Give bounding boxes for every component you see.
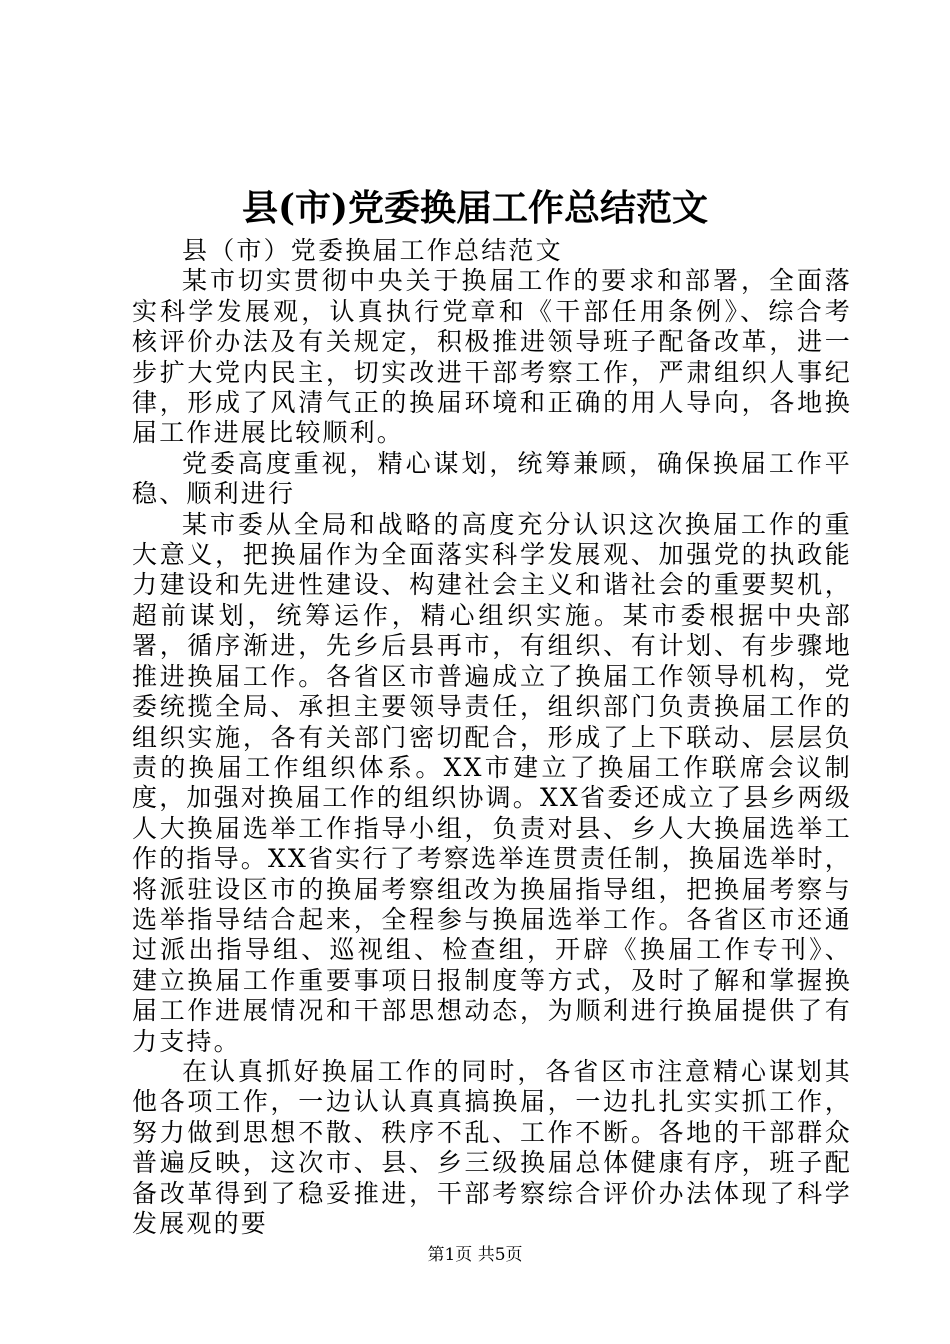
paragraph-subtitle: 县（市）党委换届工作总结范文 (182, 236, 563, 265)
document-body (132, 236, 852, 1239)
paragraph-intro: 某市切实贯彻中央关于换届工作的要求和部署，全面落实科学发展观，认真执行党章和《干部任用条例》、综合考核评价办法及有关规定，积极推进领导班子配备改革，进一步扩大党内民主，切实改进干部考察工作，严肃组织人事纪律，形成了风清气正的换届环境和正确的用人导向，各地换届工作进展比较顺利。 (132, 266, 852, 448)
document-title: 县(市)党委换届工作总结范文 (241, 187, 709, 229)
paragraph-body: 在认真抓好换届工作的同时，各省区市注意精心谋划其他各项工作，一边认认真真搞换届，一边扎扎实实抓工作，努力做到思想不散、秩序不乱、工作不断。各地的干部群众普遍反映，这次市、县、乡三级换届总体健康有序，班子配备改革得到了稳妥推进，干部考察综合评价办法体现了科学发展观的要 (132, 1056, 852, 1238)
paragraph-body: 某市委从全局和战略的高度充分认识这次换届工作的重大意义，把换届作为全面落实科学发展观、加强党的执政能力建设和先进性建设、构建社会主义和谐社会的重要契机，超前谋划，统筹运作，精心组织实施。某市委根据中央部署，循序渐进，先乡后县再市，有组织、有计划、有步骤地推进换届工作。各省区市普遍成立了换届工作领导机构，党委统揽全局、承担主要领导责任，组织部门负责换届工作的组织实施，各有关部门密切配合，形成了上下联动、层层负责的换届工作组织体系。XX市建立了换届工作联席会议制度，加强对换届工作的组织协调。XX省委还成立了县乡两级人大换届选举工作指导小组，负责对县、乡人大换届选举工作的指导。XX省实行了考察选举连贯责任制，换届选举时，将派驻设区市的换届考察组改为换届指导组，把换届考察与选举指导结合起来，全程参与换届选举工作。各省区市还通过派出指导组、巡视组、检查组，开辟《换届工作专刊》、建立换届工作重要事项日报制度等方式，及时了解和掌握换届工作进展情况和干部思想动态，为顺利进行换届提供了有力支持。 (132, 509, 852, 1056)
paragraph-section-heading: 党委高度重视，精心谋划，统筹兼顾，确保换届工作平稳、顺利进行 (132, 448, 852, 509)
page-number-footer: 第1页 共5页 (427, 1245, 523, 1265)
